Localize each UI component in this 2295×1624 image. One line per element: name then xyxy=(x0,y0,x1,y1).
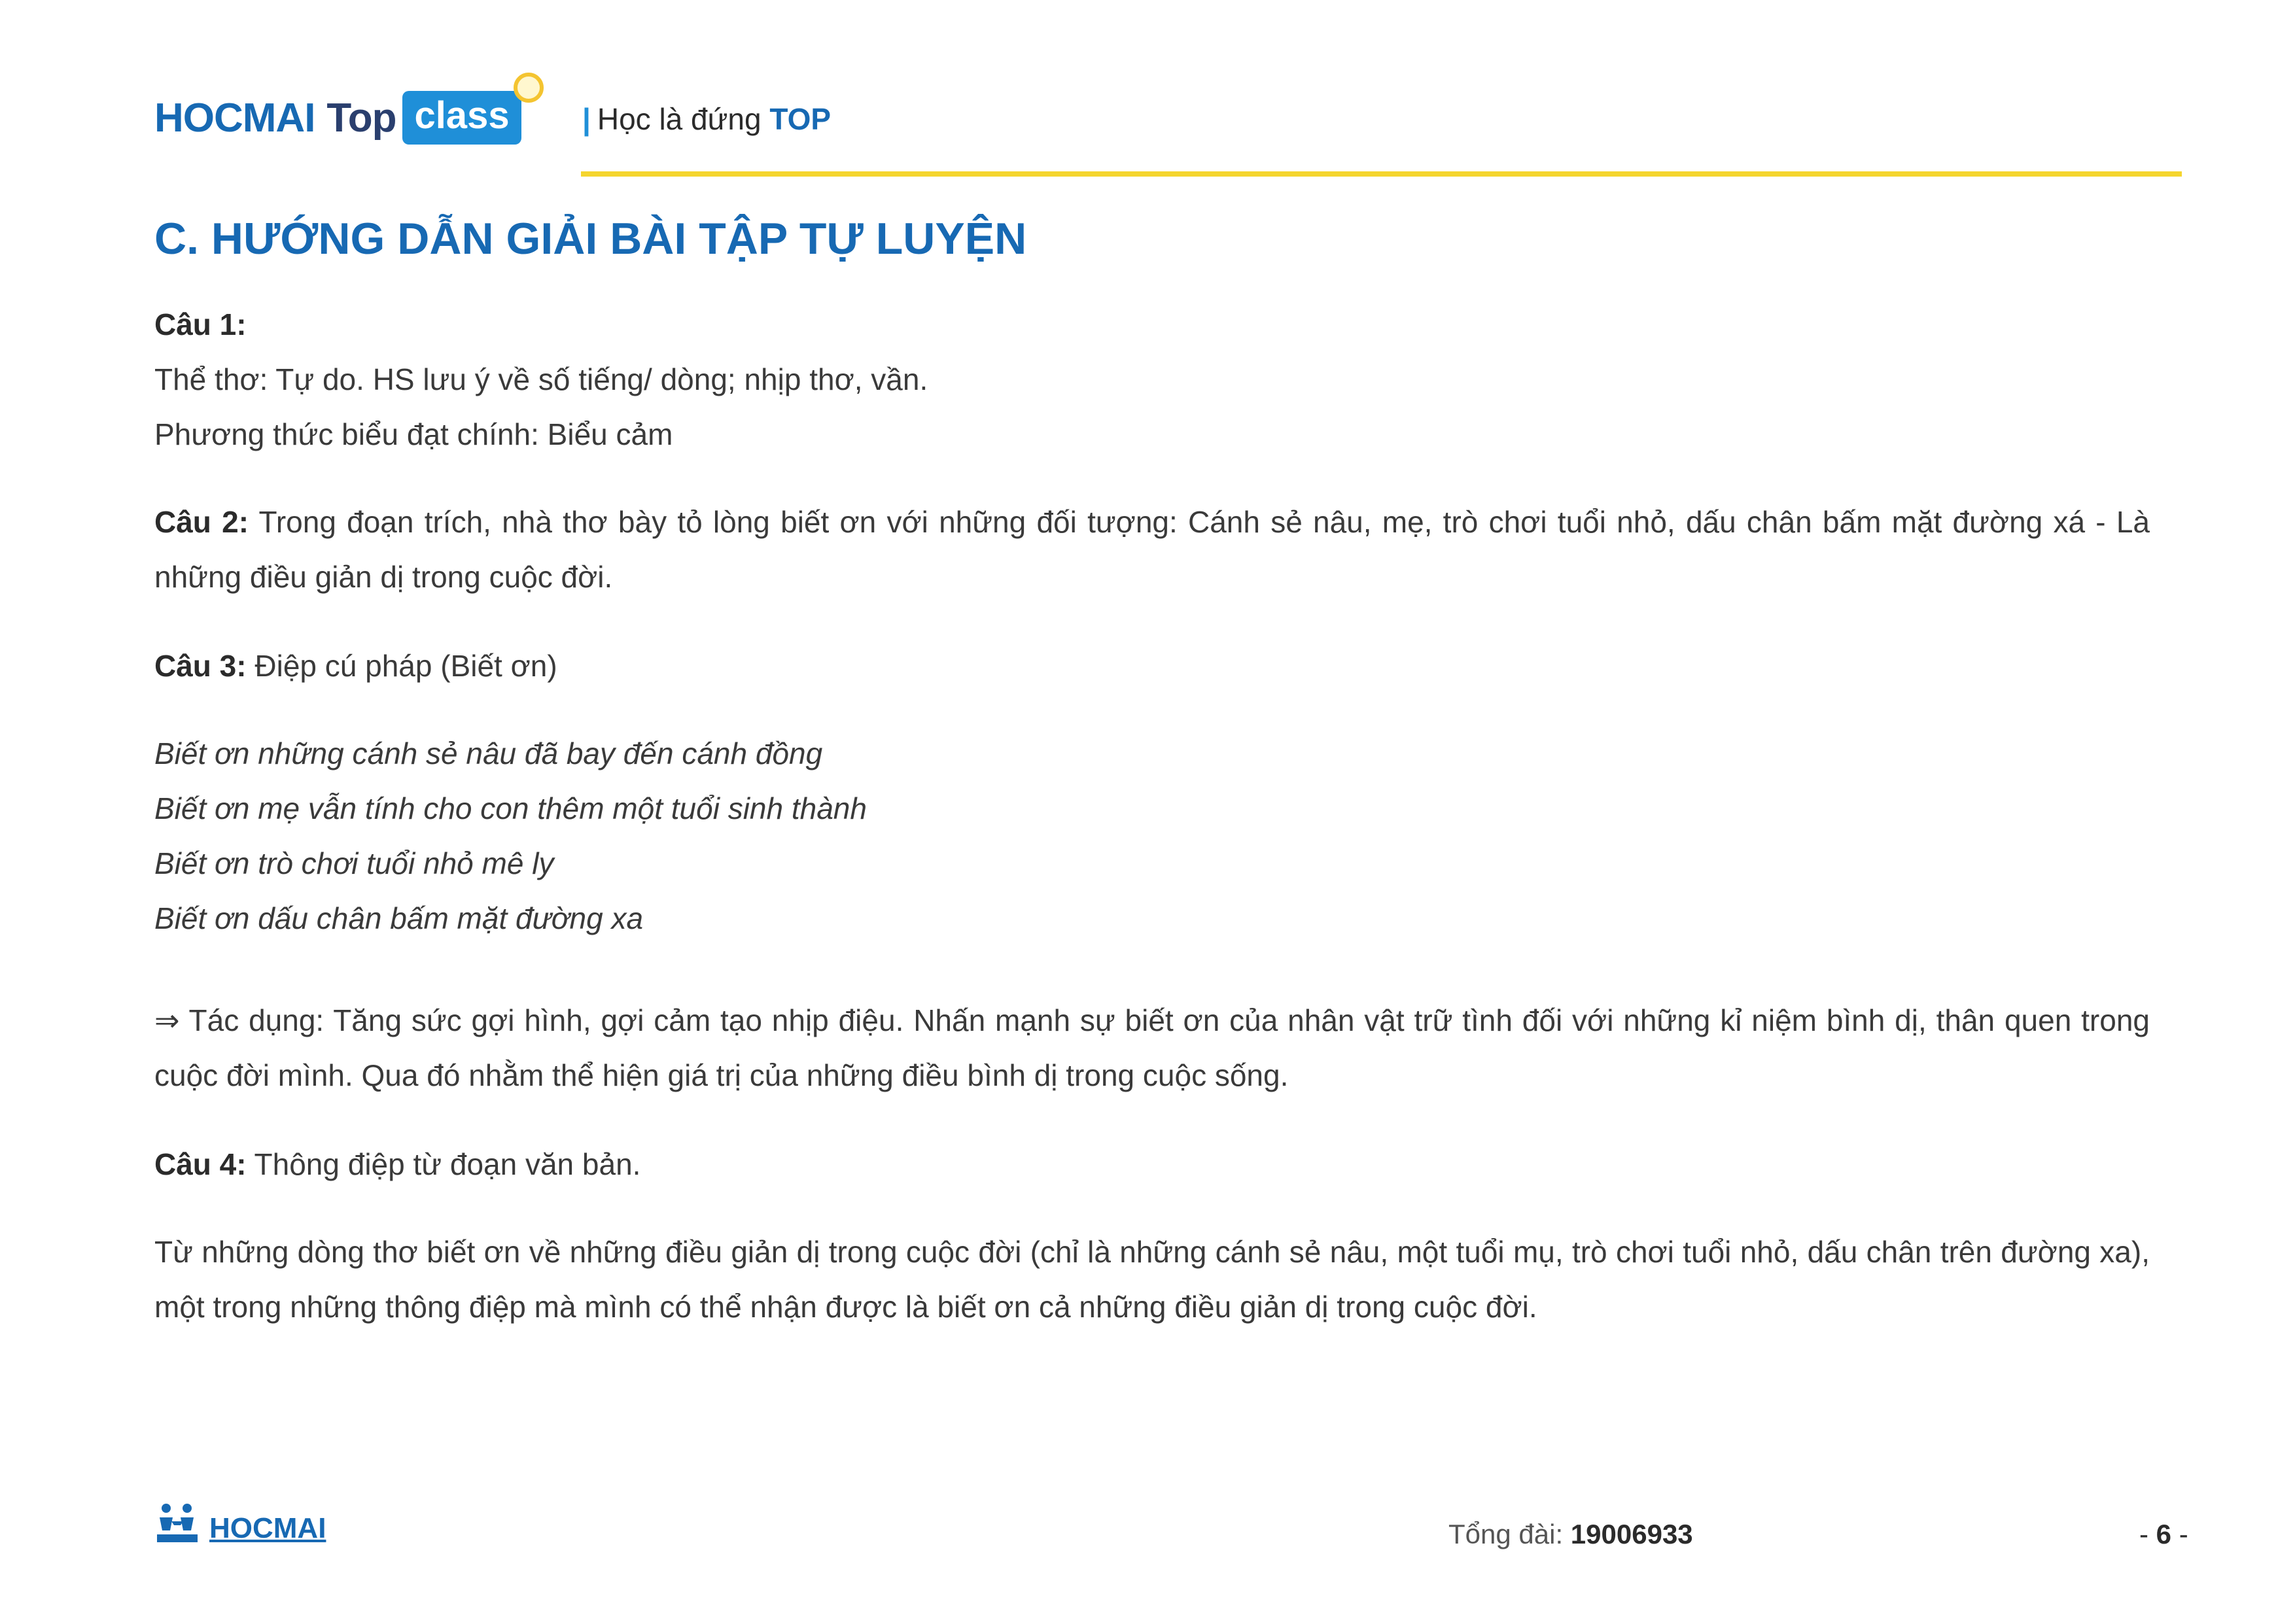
tagline-separator: | xyxy=(582,102,591,136)
tagline-top: TOP xyxy=(769,102,832,136)
logo-top-text: Top xyxy=(326,95,396,141)
footer-brand-link[interactable]: HOCMAI xyxy=(209,1512,326,1544)
logo-class-text: class xyxy=(414,94,510,137)
hocmai-people-icon xyxy=(154,1502,200,1545)
q1-line1: Thể thơ: Tự do. HS lưu ý về số tiếng/ dòng; nhịp thơ, vần. xyxy=(154,362,928,396)
footer-hotline xyxy=(1448,1519,1693,1550)
q1-label-line xyxy=(154,297,2150,352)
header-divider xyxy=(581,171,2182,177)
sun-icon xyxy=(514,73,544,103)
q4-paragraph xyxy=(154,1137,2150,1192)
tagline-text: Học là đứng xyxy=(597,102,762,136)
q2-label: Câu 2: xyxy=(154,505,249,539)
page-prefix: - xyxy=(2139,1519,2148,1549)
q3-text: Điệp cú pháp (Biết ơn) xyxy=(254,649,557,683)
q4-answer: Từ những dòng thơ biết ơn về những điều giản dị trong cuộc đời (chỉ là những cánh sẻ nâu, một tuổi mụ, trò chơi tuổi nhỏ, dấu chân trên đường xa), một trong những thông điệp mà mình có thể nhận được là biết ơn cả những điều giản dị trong cuộc đời. xyxy=(154,1235,2150,1324)
poem-line: Biết ơn mẹ vẫn tính cho con thêm một tuổi sinh thành xyxy=(154,791,867,825)
header-tagline xyxy=(582,101,831,137)
q1-label: Câu 1: xyxy=(154,307,247,341)
q2-text: Trong đoạn trích, nhà thơ bày tỏ lòng biết ơn với những đối tượng: Cánh sẻ nâu, mẹ, trò chơi tuổi nhỏ, dấu chân bấm mặt đường xá - Là những điều giản dị trong cuộc đời. xyxy=(154,505,2150,594)
q4-label: Câu 4: xyxy=(154,1147,247,1181)
q4-text: Thông điệp từ đoạn văn bản. xyxy=(254,1147,641,1181)
q3-label: Câu 3: xyxy=(154,649,247,683)
poem-line: Biết ơn những cánh sẻ nâu đã bay đến cánh đồng xyxy=(154,736,823,770)
poem-line: Biết ơn trò chơi tuổi nhỏ mê ly xyxy=(154,846,554,880)
page-number xyxy=(2139,1519,2188,1550)
q1-line2: Phương thức biểu đạt chính: Biểu cảm xyxy=(154,417,673,451)
poem-line: Biết ơn dấu chân bấm mặt đường xa xyxy=(154,901,644,935)
hotline-number: 19006933 xyxy=(1570,1519,1693,1549)
hotline-label: Tổng đài: xyxy=(1448,1519,1564,1549)
footer-logo[interactable] xyxy=(154,1502,326,1545)
page-number-value: 6 xyxy=(2156,1519,2172,1549)
hocmai-topclass-logo xyxy=(154,85,521,150)
q3-paragraph xyxy=(154,638,2150,693)
page-suffix: - xyxy=(2179,1519,2188,1549)
q2-paragraph xyxy=(154,494,2150,604)
q3-effect: ⇒ Tác dụng: Tăng sức gợi hình, gợi cảm tạo nhịp điệu. Nhấn mạnh sự biết ơn của nhân vật trữ tình đối với những kỉ niệm bình dị, thân quen trong cuộc đời mình. Qua đó nhằm thể hiện giá trị của những điều bình dị trong cuộc sống. xyxy=(154,1003,2150,1092)
logo-hocmai-text: HOCMAI xyxy=(154,95,315,141)
logo-class-badge xyxy=(402,91,521,145)
section-title: C. HƯỚNG DẪN GIẢI BÀI TẬP TỰ LUYỆN xyxy=(154,214,1027,264)
